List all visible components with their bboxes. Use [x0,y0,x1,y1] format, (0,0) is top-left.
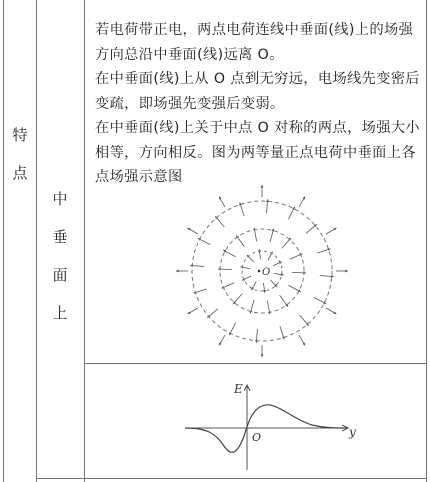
paragraph-3: 在中垂面(线)上关于中点 O 对称的两点，场强大小相等，方向相反。图为两等量正点电荷中垂面上各点场强示意图 [95,120,421,185]
label-char-1: 中 [52,190,68,208]
center-label: O [262,267,271,278]
origin-label: O [252,431,262,444]
paragraph-2: 在中垂面(线)上从 O 点到无穷远，电场线先变密后变疏，即场强先变强后变弱。 [95,71,421,112]
paragraph-1: 若电荷带正电，两点电荷连线中垂面(线)上的场强方向总沿中垂面(线)远离 O。 [95,22,414,63]
x-axis-label: y [349,425,356,439]
label-char-2: 垂 [52,228,68,246]
e-curve [185,405,345,453]
label-char-3: 面 [52,266,68,284]
label-char-4: 上 [52,304,68,322]
label-char-1: 特 [12,126,28,144]
label-char-2: 点 [12,164,28,182]
y-axis-label: E [234,382,243,396]
